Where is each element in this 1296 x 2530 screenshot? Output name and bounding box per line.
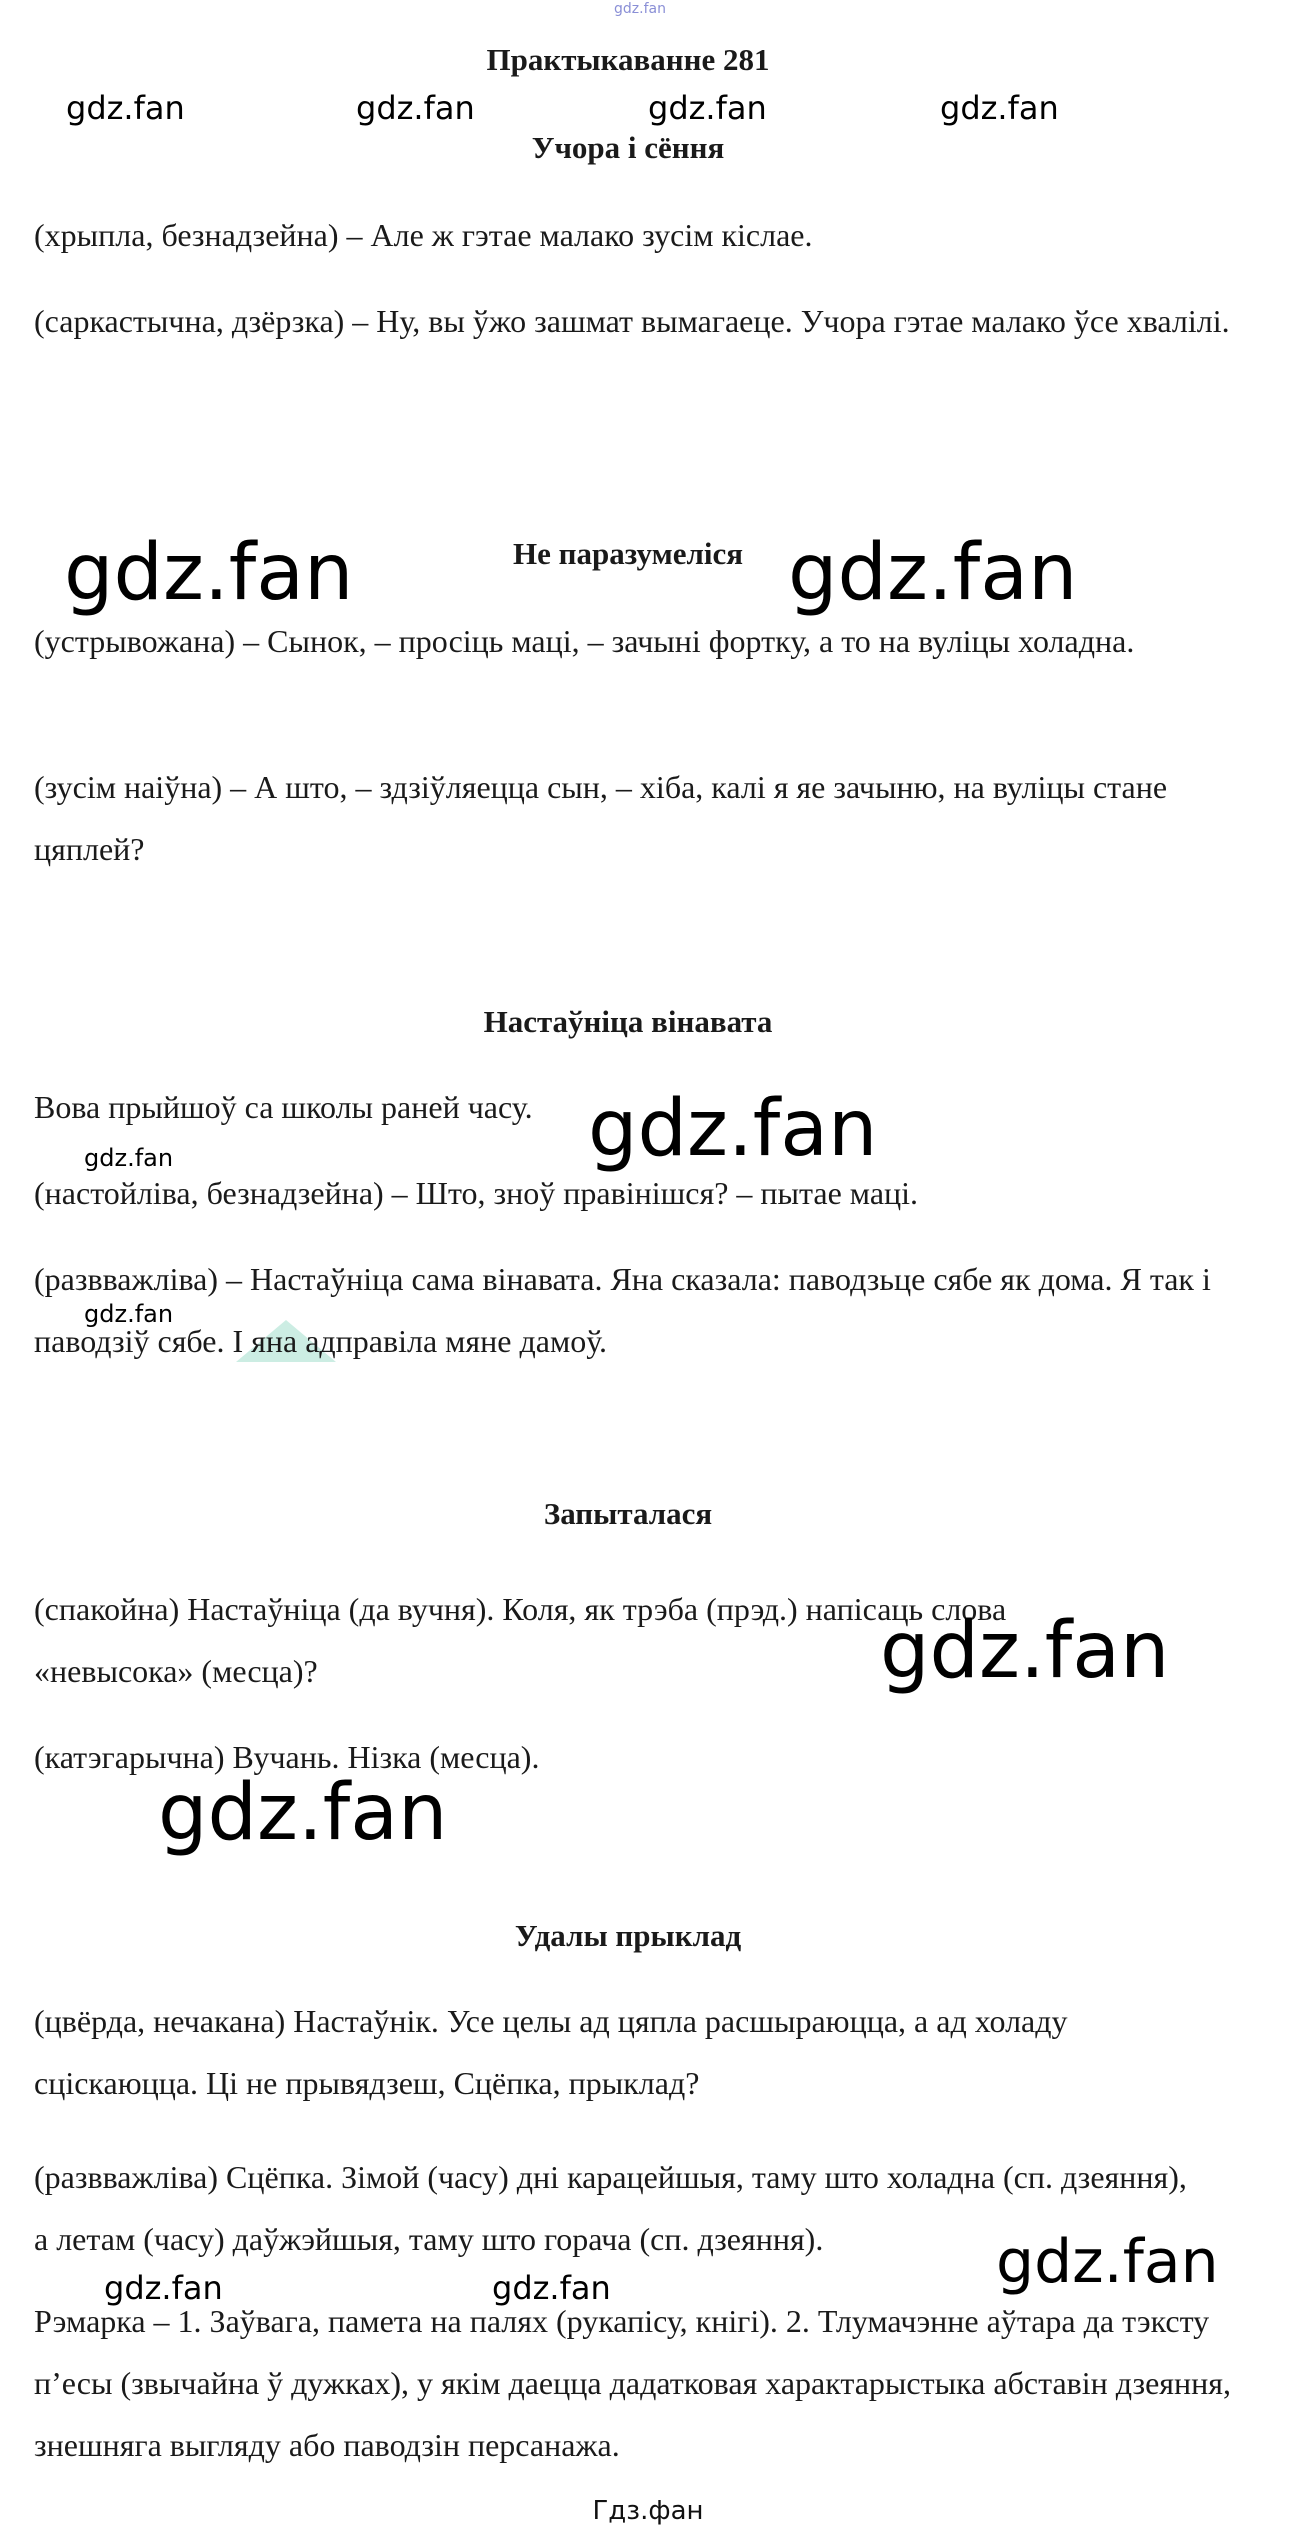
paragraph: (катэгарычна) Вучань. Нізка (месца). [34, 1739, 540, 1775]
page-footer: Гдз.фан [592, 2496, 704, 2526]
paragraph: (настойліва, безнадзейна) – Што, зноў правінішся? – пытае маці. [34, 1175, 919, 1211]
watermark: gdz.fan [104, 2269, 223, 2307]
section-title: Учора і сёння [531, 130, 725, 165]
paragraph: (зусім наіўна) – А што, – здзіўляецца сын, – хіба, калі я яе зачыню, на вуліцы стане цяплей? [34, 769, 1168, 867]
paragraph: (развважліва) Сцёпка. Зімой (часу) дні карацейшыя, таму што холадна (сп. дзеяння), а летам (часу) даўжэйшыя, таму што горача (сп. дзеяння). [34, 2159, 1187, 2257]
watermark: gdz.fan [880, 1606, 1170, 1696]
watermark: gdz.fan [996, 2227, 1219, 2297]
section-title: Настаўніца вінавата [483, 1004, 773, 1039]
header-watermark: gdz.fan [614, 1, 666, 17]
watermark: gdz.fan [84, 1144, 174, 1172]
section-title: Удалы прыклад [514, 1918, 742, 1953]
section-title: Не паразумеліся [512, 536, 744, 571]
paragraph: (устрывожана) – Сынок, – просіць маці, – зачыні фортку, а то на вуліцы холадна. [34, 623, 1135, 659]
paragraph: (цвёрда, нечакана) Настаўнік. Усе целы ад цяпла расшыраюцца, а ад холаду сціскаюцца. Ці не прывядзеш, Сцёпка, прыклад? [34, 2003, 1068, 2101]
watermark: gdz.fan [588, 1084, 878, 1174]
watermark: gdz.fan [492, 2269, 611, 2307]
watermark: gdz.fan [66, 89, 185, 127]
paragraph: (саркастычна, дзёрзка) – Ну, вы ўжо зашмат вымагаеце. Учора гэтае малако ўсе хвалілі. [34, 303, 1230, 339]
section-title: Запыталася [543, 1496, 713, 1531]
paragraph: Рэмарка – 1. Заўвага, памета на палях (рукапісу, кнігі). 2. Тлумачэнне аўтара да тэксту п’есы (звычайна ў дужках), у якім даецца дадатковая характарыстыка абставін дзеяння, знешняга выгляду або паводзін персанажа. [34, 2303, 1231, 2463]
watermark: gdz.fan [648, 89, 767, 127]
watermark: gdz.fan [788, 528, 1078, 618]
watermark: gdz.fan [84, 1300, 174, 1328]
paragraph: (развважліва) – Настаўніца сама вінавата. Яна сказала: паводзьце сябе як дома. Я так і паводзіў сябе. І яна адправіла мяне дамоў. [34, 1261, 1211, 1359]
watermark: gdz.fan [64, 528, 354, 618]
paragraph: (хрыпла, безнадзейна) – Але ж гэтае малако зусім кіслае. [34, 217, 813, 253]
paragraph: Вова прыйшоў са школы раней часу. [34, 1089, 533, 1125]
watermark: gdz.fan [940, 89, 1059, 127]
exercise-heading: Практыкаванне 281 [486, 42, 770, 77]
paragraph: (спакойна) Настаўніца (да вучня). Коля, як трэба (прэд.) напісаць слова «невысока» (месца)? [34, 1591, 1007, 1689]
watermark: gdz.fan [356, 89, 475, 127]
watermark: gdz.fan [158, 1768, 448, 1858]
